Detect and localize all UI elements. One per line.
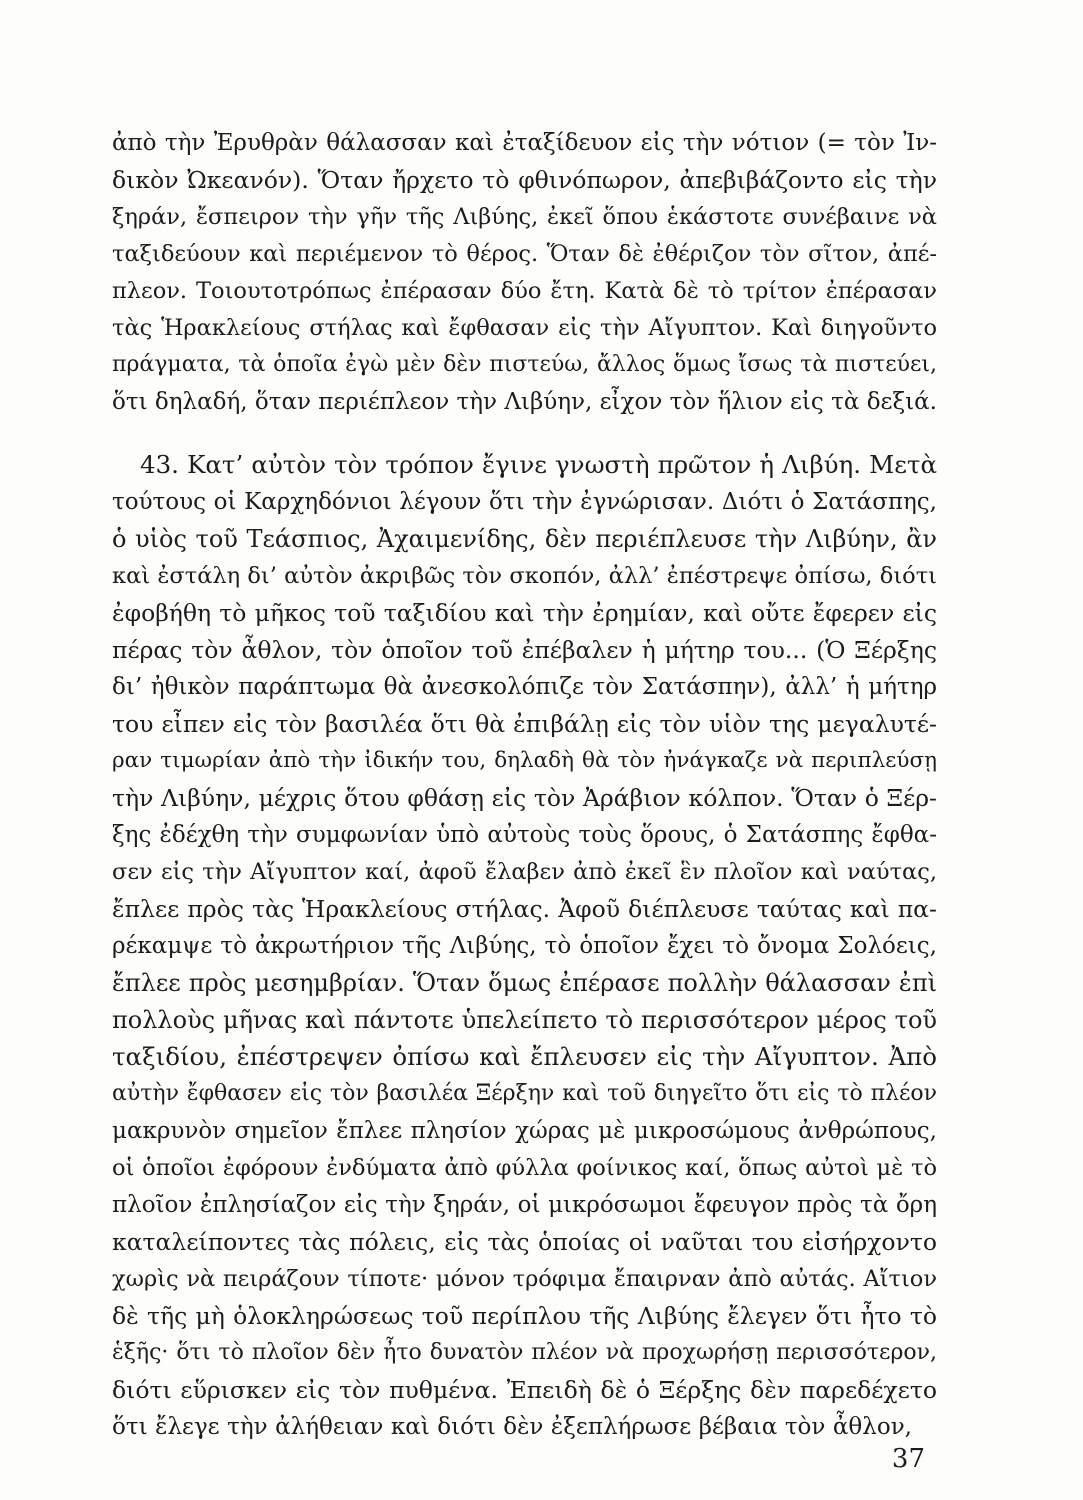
- text-line: δικὸν Ὠκεανόν). Ὅταν ἤρχετο τὸ φθινόπωρον, ἀπεβιβάζοντο εἰς τὴν: [112, 166, 937, 194]
- text-line: ξηράν, ἔσπειρον τὴν γῆν τῆς Λιβύης, ἐκεῖ ὅπου ἑκάστοτε συνέβαινε νὰ: [112, 204, 937, 230]
- text-line: ἔπλεε πρὸς τὰς Ἡρακλείους στήλας. Ἀφοῦ διέπλευσε ταύτας καὶ πα-: [112, 895, 937, 923]
- page-number: 37: [891, 1444, 925, 1474]
- text-line: ἔπλεε πρὸς μεσημβρίαν. Ὅταν ὅμως ἐπέρασε πολλὴν θάλασσαν ἐπὶ: [112, 969, 937, 997]
- text-line: ταξιδεύουν καὶ περιέμενον τὸ θέρος. Ὅταν δὲ ἐθέριζον τὸν σῖτον, ἀπέ-: [112, 241, 937, 267]
- text-line: ὁ υἱὸς τοῦ Τεάσπιος, Ἀχαιμενίδης, δὲν περιέπλευσε τὴν Λιβύην, ἂν: [112, 525, 937, 553]
- text-line: πολλοὺς μῆνας καὶ πάντοτε ὑπελείπετο τὸ περισσότερον μέρος τοῦ: [112, 1006, 937, 1034]
- text-line: τούτους οἱ Καρχηδόνιοι λέγουν ὅτι τὴν ἐγνώρισαν. Διότι ὁ Σατάσπης,: [112, 489, 937, 515]
- text-line: ξης ἐδέχθη τὴν συμφωνίαν ὑπὸ αὐτοὺς τοὺς ὅρους, ὁ Σατάσπης ἔφθα-: [112, 822, 937, 848]
- text-line: τὴν Λιβύην, μέχρις ὅτου φθάσῃ εἰς τὸν Ἀράβιον κόλπον. Ὅταν ὁ Ξέρ-: [112, 784, 937, 812]
- text-line: ὅτι ἔλεγε τὴν ἀλήθειαν καὶ διότι δὲν ἐξεπλήρωσε βέβαια τὸν ἆθλον,: [112, 1414, 912, 1440]
- text-line: μακρυνὸν σημεῖον ἔπλεε πλησίον χώρας μὲ μικροσώμους ἀνθρώπους,: [112, 1118, 937, 1144]
- text-line: δὲ τῆς μὴ ὁλοκληρώσεως τοῦ περίπλου τῆς Λιβύης ἔλεγεν ὅτι ἦτο τὸ: [112, 1302, 937, 1330]
- text-line: καταλείποντες τὰς πόλεις, εἰς τὰς ὁποίας οἱ ναῦται του εἰσήρχοντο: [112, 1228, 937, 1256]
- text-line: καὶ ἐστάλη δι’ αὐτὸν ἀκριβῶς τὸν σκοπόν, ἀλλ’ ἐπέστρεψε ὀπίσω, διότι: [112, 563, 937, 589]
- text-line: αὐτὴν ἔφθασεν εἰς τὸν βασιλέα Ξέρξην καὶ τοῦ διηγεῖτο ὅτι εἰς τὸ πλέον: [112, 1081, 937, 1106]
- text-line: ἐφοβήθη τὸ μῆκος τοῦ ταξιδίου καὶ τὴν ἐρημίαν, καὶ οὔτε ἔφερεν εἰς: [112, 599, 937, 627]
- text-line: ἀπὸ τὴν Ἐρυθρὰν θάλασσαν καὶ ἐταξίδευον εἰς τὴν νότιον (= τὸν Ἰν-: [112, 130, 937, 156]
- section-heading-line: 43. Κατ’ αὐτὸν τὸν τρόπον ἔγινε γνωστὴ πρῶτον ἡ Λιβύη. Μετὰ: [140, 450, 937, 479]
- text-line: τὰς Ἡρακλείους στήλας καὶ ἔφθασαν εἰς τὴν Αἴγυπτον. Καὶ διηγοῦντο: [112, 315, 937, 341]
- text-line: ταξιδίου, ἐπέστρεψεν ὀπίσω καὶ ἔπλευσεν εἰς τὴν Αἴγυπτον. Ἀπὸ: [112, 1042, 937, 1071]
- text-line: ὅτι δηλαδή, ὅταν περιέπλεον τὴν Λιβύην, εἶχον τὸν ἥλιον εἰς τὰ δεξιά.: [112, 389, 937, 415]
- text-line: διότι εὕρισκεν εἰς τὸν πυθμένα. Ἐπειδὴ δὲ ὁ Ξέρξης δὲν παρεδέχετο: [112, 1376, 937, 1404]
- text-line: του εἶπεν εἰς τὸν βασιλέα ὅτι θὰ ἐπιβάλῃ εἰς τὸν υἱὸν της μεγαλυτέ-: [112, 710, 937, 738]
- text-line: ἑξῆς· ὅτι τὸ πλοῖον δὲν ἦτο δυνατὸν πλέον νὰ προχωρήσῃ περισσότερον,: [112, 1340, 937, 1365]
- text-line: σεν εἰς τὴν Αἴγυπτον καί, ἀφοῦ ἔλαβεν ἀπὸ ἐκεῖ ἓν πλοῖον καὶ ναύτας,: [112, 859, 937, 885]
- text-line: πράγματα, τὰ ὁποῖα ἐγὼ μὲν δὲν πιστεύω, ἄλλος ὅμως ἴσως τὰ πιστεύει,: [112, 352, 937, 377]
- text-line: πέρας τὸν ἆθλον, τὸν ὁποῖον τοῦ ἐπέβαλεν ἡ μήτηρ του... (Ὁ Ξέρξης: [112, 636, 937, 664]
- text-line: δι’ ἠθικὸν παράπτωμα θὰ ἀνεσκολόπιζε τὸν Σατάσπην), ἀλλ’ ἡ μήτηρ: [112, 674, 937, 700]
- text-line: οἱ ὁποῖοι ἐφόρουν ἐνδύματα ἀπὸ φύλλα φοίνικος καί, ὅπως αὐτοὶ μὲ τὸ: [112, 1155, 937, 1181]
- text-line: ρέκαμψε τὸ ἀκρωτήριον τῆς Λιβύης, τὸ ὁποῖον ἔχει τὸ ὄνομα Σολόεις,: [112, 933, 937, 959]
- text-line: πλεον. Τοιουτοτρόπως ἐπέρασαν δύο ἔτη. Κατὰ δὲ τὸ τρίτον ἐπέρασαν: [112, 278, 937, 304]
- text-line: ραν τιμωρίαν ἀπὸ τὴν ἰδικήν του, δηλαδὴ θὰ τὸν ἠνάγκαζε νὰ περιπλεύσῃ: [112, 748, 937, 773]
- text-line: χωρὶς νὰ πειράζουν τίποτε· μόνον τρόφιμα ἔπαιρναν ἀπὸ αὐτάς. Αἴτιον: [112, 1266, 937, 1292]
- text-line: πλοῖον ἐπλησίαζον εἰς τὴν ξηράν, οἱ μικρόσωμοι ἔφευγον πρὸς τὰ ὄρη: [112, 1192, 937, 1218]
